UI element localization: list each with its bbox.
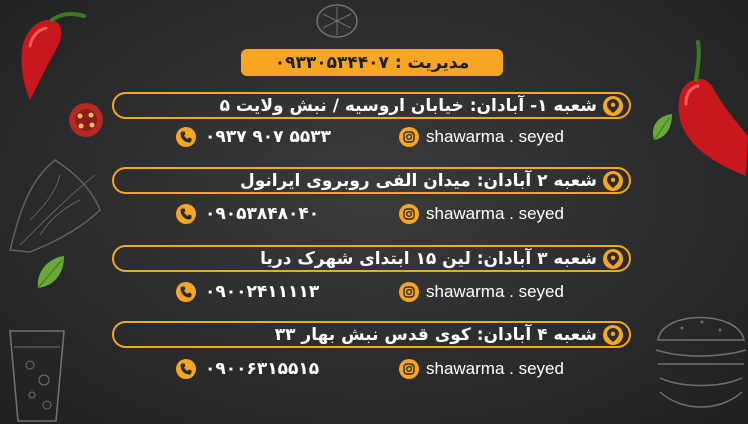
branch-2-phone[interactable] [176, 202, 319, 226]
branch-2-instagram-handle: shawarma . seyed [426, 204, 564, 223]
manager-contact-label: مدیریت : ۰۹۳۳۰۵۳۴۴۰۷ [241, 49, 503, 76]
branch-4-instagram-handle: shawarma . seyed [426, 359, 564, 378]
branch-1-phone-number: ۰۹۳۷ ۹۰۷ ۵۵۳۳ [205, 127, 331, 147]
drink-glass-sketch-icon [2, 325, 72, 424]
branch-1-instagram-handle: shawarma . seyed [426, 127, 564, 146]
phone-icon [176, 204, 196, 224]
branch-4-phone[interactable] [176, 357, 319, 381]
branch-2-instagram[interactable] [399, 202, 564, 226]
branch-1-address: شعبه ۱- آبادان: خیابان اروسیه / نبش ولایت ۵ [219, 95, 597, 116]
basil-leaf-icon [650, 112, 674, 142]
branch-3-instagram[interactable] [399, 280, 564, 304]
phone-icon [176, 127, 196, 147]
branch-1-phone[interactable] [176, 125, 331, 149]
instagram-icon [399, 204, 419, 224]
branch-3-phone-number: ۰۹۰۰۲۴۱۱۱۱۳ [205, 282, 320, 302]
branch-4-instagram[interactable] [399, 357, 564, 381]
branch-1-address-box [112, 92, 631, 119]
phone-icon [176, 282, 196, 302]
location-pin-icon [603, 96, 623, 116]
branch-2-address-box [112, 167, 631, 194]
instagram-icon [399, 127, 419, 147]
lettuce-sketch-icon [0, 140, 110, 260]
location-pin-icon [603, 171, 623, 191]
tomato-slice-icon [66, 100, 106, 140]
branch-1-instagram[interactable] [399, 125, 564, 149]
phone-icon [176, 359, 196, 379]
tomato-sketch-icon [314, 2, 360, 40]
instagram-icon [399, 282, 419, 302]
branch-4-phone-number: ۰۹۰۰۶۳۱۵۵۱۵ [205, 359, 320, 379]
location-pin-icon [603, 325, 623, 345]
instagram-icon [399, 359, 419, 379]
red-chili-pepper-icon [8, 6, 90, 102]
branch-4-address-box [112, 321, 631, 348]
branch-3-address-box [112, 245, 631, 272]
branch-3-instagram-handle: shawarma . seyed [426, 282, 564, 301]
branch-3-phone[interactable] [176, 280, 319, 304]
branch-4-address: شعبه ۴ آبادان: کوی قدس نبش بهار ۳۳ [274, 324, 597, 345]
basil-leaf-icon [34, 254, 68, 292]
branch-3-address: شعبه ۳ آبادان: لین ۱۵ ابتدای شهرک دریا [260, 248, 597, 269]
burger-sketch-icon [652, 300, 748, 424]
branch-2-address: شعبه ۲ آبادان: میدان الفی روبروی ایرانول [239, 170, 597, 191]
red-chili-pepper-icon [670, 40, 748, 180]
location-pin-icon [603, 249, 623, 269]
branch-2-phone-number: ۰۹۰۵۳۸۴۸۰۴۰ [205, 204, 320, 224]
